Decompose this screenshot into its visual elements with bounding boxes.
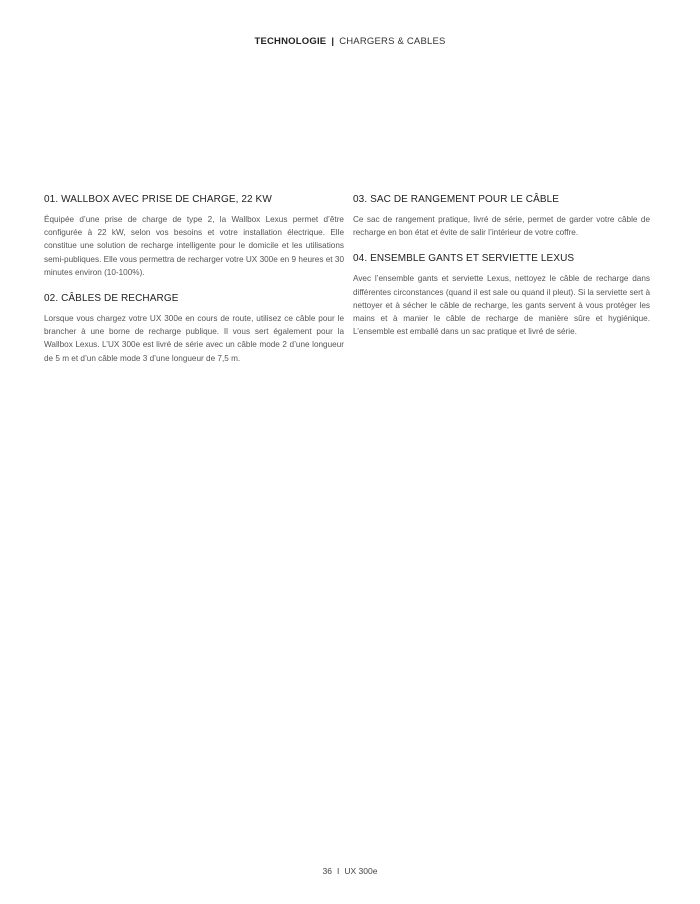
page-footer (0, 866, 700, 876)
heading-storage-bag: 03. SAC DE RANGEMENT POUR LE CÂBLE (353, 194, 560, 205)
heading-gloves-towel: 04. ENSEMBLE GANTS ET SERVIETTE LEXUS (353, 253, 575, 265)
paragraph-cables: Lorsque vous chargez votre UX 300e en cours de route, utilisez ce câble pour le brancher à une borne de recharge publique. Il vous sert également pour la Wallbox Lexus. L’UX 300e est livré de série avec un câble mode 2 d’une longueur de 5 m et d’un câble mode 3 d’une longueur de 7,5 m. (44, 314, 344, 363)
heading-wallbox: 01. WALLBOX AVEC PRISE DE CHARGE, 22 KW (44, 194, 272, 205)
page-header (0, 36, 700, 47)
right-column (353, 193, 650, 351)
paragraph-gloves-towel: Avec l’ensemble gants et serviette Lexus, nettoyez le câble de recharge dans différentes circonstances (quand il est sale ou quand il pleut). Si la serviette sert à nettoyer et à sécher le câble de recharge, les gants servent à vous protéger les mains et à manier le câble de recharge de manière sûre et hygiénique. L’ensemble est emballé dans un sac pratique et livré de série. (353, 274, 650, 337)
header-subsection: CHARGERS & CABLES (339, 36, 446, 47)
header-section: TECHNOLOGIE (254, 36, 327, 47)
footer-separator: I (337, 866, 340, 876)
footer-model: UX 300e (344, 866, 378, 876)
heading-cables: 02. CÂBLES DE RECHARGE (44, 293, 179, 305)
paragraph-storage-bag: Ce sac de rangement pratique, livré de série, permet de garder votre câble de recharge en bon état et évite de salir l’intérieur de votre coffre. (353, 215, 650, 238)
page-number: 36 (322, 866, 332, 876)
left-column (44, 193, 344, 378)
header-separator: | (331, 36, 335, 47)
paragraph-wallbox: Équipée d’une prise de charge de type 2, la Wallbox Lexus permet d’être configurée à 22 kW, selon vos besoins et votre installation électrique. Elle constitue une solution de recharge intelligente pour le domicile et les utilisations semi-publiques. Elle vous permettra de recharger votre UX 300e en 9 heures et 30 minutes environ (10-100%). (44, 215, 344, 277)
